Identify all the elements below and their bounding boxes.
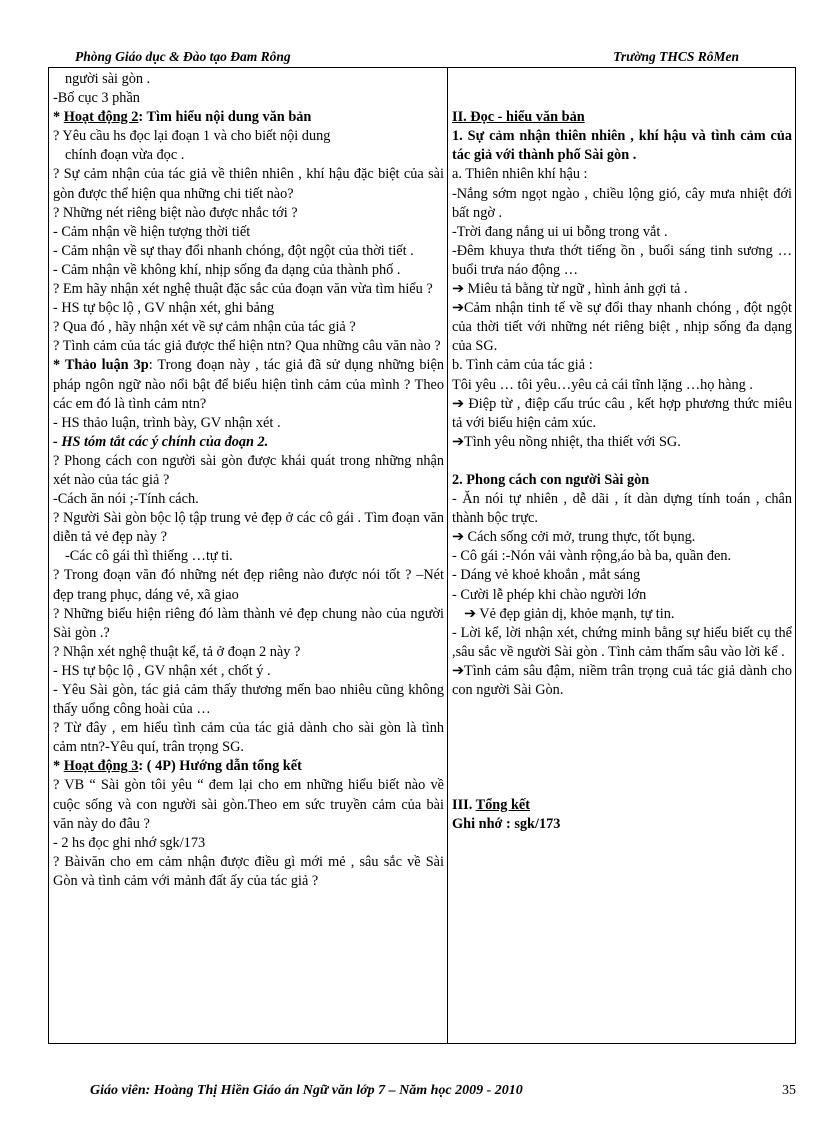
left-line: ? Bàivăn cho em cảm nhận được điều gì mới mẻ , sâu sắc về Sài Gòn và tình cảm với mảnh đất ấy của tác giả ?: [53, 853, 444, 889]
left-line: ? Qua đó , hãy nhận xét về sự cảm nhận của tác giả ?: [53, 319, 356, 336]
right-line: Tôi yêu … tôi yêu…yêu cả cái tĩnh lặng …họ hàng .: [452, 376, 753, 393]
left-line: - Cảm nhận về không khí, nhịp sống đa dạng của thành phố .: [53, 261, 401, 278]
sub-2-heading: 2. Phong cách con người Sài gòn: [452, 471, 650, 488]
right-line: ➔ Cách sống cởi mở, trung thực, tốt bụng.: [452, 529, 696, 546]
page-header: [75, 49, 739, 68]
left-line: - 2 hs đọc ghi nhớ sgk/173: [53, 834, 206, 851]
right-line: - Cười lễ phép khi chào người lớn: [452, 586, 647, 603]
right-line: ➔ Vẻ đẹp giản dị, khỏe mạnh, tự tin.: [464, 605, 675, 622]
left-line: ? Tình cảm của tác giả được thể hiện ntn? Qua những câu văn nào ?: [53, 338, 441, 355]
discussion-label: Thảo luận 3p: [64, 357, 149, 374]
right-column: [452, 70, 792, 834]
memo-line: Ghi nhớ : sgk/173: [452, 815, 561, 832]
left-line: -Cách ăn nói ;-Tính cách.: [53, 491, 199, 508]
page-footer: [90, 1083, 796, 1099]
right-line: a. Thiên nhiên khí hậu :: [452, 166, 588, 183]
activity-3-heading: * Hoạt động 3: ( 4P) Hướng dẫn tổng kết: [53, 758, 302, 775]
column-divider: [447, 68, 448, 1043]
activity-2-heading: * Hoạt động 2: Tìm hiểu nội dung văn bản: [53, 109, 312, 126]
right-line: b. Tình cảm của tác giả :: [452, 357, 593, 374]
right-line: ➔ Miêu tả bằng từ ngữ , hình ảnh gợi tả .: [452, 281, 688, 298]
page-number: 35: [782, 1083, 796, 1098]
left-line: chính đoạn vừa đọc .: [65, 147, 185, 164]
right-line: ➔Cảm nhận tinh tế về sự đổi thay nhanh chóng , đột ngột của thời tiết với những nét riêng biệt , nhịp sống đa dạng của SG.: [452, 300, 792, 355]
left-line: ? Từ đây , em hiểu tình cảm của tác giả dành cho sài gòn là tình cảm ntn?-Yêu quí, trân trọng SG.: [53, 720, 444, 756]
footer-text: Giáo viên: Hoàng Thị Hiền Giáo án Ngữ văn lớp 7 – Năm học 2009 - 2010: [90, 1083, 523, 1098]
lesson-table: [48, 67, 796, 1044]
left-line: - HS thảo luận, trình bày, GV nhận xét .: [53, 414, 281, 431]
activity-3-label: Hoạt động 3: [63, 758, 139, 775]
discussion-paragraph: * Thảo luận 3p: Trong đoạn này , tác giả đã sử dụng những biện pháp ngôn ngữ nào nổi bật để biểu hiện tình cảm của mình ? Theo các em đó là tình cảm ntn?: [53, 357, 444, 412]
left-column: [53, 70, 444, 891]
left-line: ? Phong cách con người sài gòn được khái quát trong những nhận xét nào của tác giả ?: [53, 452, 444, 488]
left-line: ? Nhận xét nghệ thuật kể, tả ở đoạn 2 này ?: [53, 643, 301, 660]
left-line: ? Những nét riêng biệt nào được nhắc tới ?: [53, 204, 298, 221]
left-line: ? VB “ Sài gòn tôi yêu “ đem lại cho em những hiểu biết nào về cuộc sống và con người sài gòn.Theo em sức truyền cảm của bài văn này do đâu ?: [53, 777, 444, 832]
section-2-heading: II. Đọc - hiểu văn bản: [452, 109, 585, 126]
left-line: ? Những biểu hiện riêng đó làm thành vẻ đẹp chung nào của người Sài gòn .?: [53, 605, 444, 641]
left-line: - Cảm nhận về sự thay đổi nhanh chóng, đột ngột của thời tiết .: [53, 242, 414, 259]
left-line: - Yêu Sài gòn, tác giả cảm thấy thương mến bao nhiêu cũng không thấy uổng công hoài của …: [53, 682, 444, 718]
left-line: - Cảm nhận về hiện tượng thời tiết: [53, 223, 251, 240]
left-line: ? Trong đoạn văn đó những nét đẹp riêng nào được nói tốt ? –Nét đẹp trang phục, dáng vẻ, xã giao: [53, 567, 444, 603]
right-line: ➔ Điệp từ , điệp cấu trúc câu , kết hợp phương thức miêu tả với biểu hiện cảm xúc.: [452, 395, 792, 431]
activity-2-label: Hoạt động 2: [63, 109, 139, 126]
left-line: -Các cô gái thì thiếng …tự ti.: [65, 548, 233, 565]
sub-1-heading: 1. Sự cảm nhận thiên nhiên , khí hậu và tình cảm của tác giả với thành phố Sài gòn .: [452, 128, 792, 164]
left-line: ? Yêu cầu hs đọc lại đoạn 1 và cho biết nội dung: [53, 128, 331, 145]
right-line: -Nắng sớm ngọt ngào , chiều lộng gió, cây mưa nhiệt đới bất ngờ .: [452, 185, 792, 221]
left-line: ? Người Sài gòn bộc lộ tập trung vẻ đẹp ở các cô gái . Tìm đoạn văn diễn tả vẻ đẹp này ?: [53, 510, 444, 546]
right-line: ➔Tình yêu nồng nhiệt, tha thiết với SG.: [452, 433, 681, 450]
left-line: ? Sự cảm nhận của tác giả về thiên nhiên , khí hậu đặc biệt của sài gòn được thể hiện qua những chi tiết nào?: [53, 166, 444, 202]
left-line: người sài gòn .: [65, 71, 151, 87]
right-line: - Ăn nói tự nhiên , dễ dãi , ít dàn dựng tính toán , chân thành bộc trực.: [452, 491, 792, 527]
right-line: ➔Tình cảm sâu đậm, niềm trân trọng cuả tác giả dành cho con người Sài Gòn.: [452, 662, 792, 698]
header-right: Trường THCS RôMen: [613, 49, 739, 64]
header-left: Phòng Giáo dục & Đào tạo Đam Rông: [75, 49, 291, 64]
left-line: ? Em hãy nhận xét nghệ thuật đặc sắc của đoạn văn vừa tìm hiểu ?: [53, 281, 433, 298]
left-line: - HS tóm tắt các ý chính của đoạn 2.: [53, 433, 269, 450]
section-3-heading: III. Tổng kết: [452, 796, 531, 813]
right-line: - Dáng vẻ khoẻ khoắn , mắt sáng: [452, 567, 641, 584]
right-line: -Đêm khuya thưa thớt tiếng ồn , buổi sáng tinh sương …buổi trưa náo động …: [452, 242, 792, 278]
right-line: - Cô gái :-Nón vải vành rộng,áo bà ba, quần đen.: [452, 548, 732, 565]
right-line: - Lời kể, lời nhận xét, chứng minh bằng sự hiểu biết cụ thể ,sâu sắc về người Sài gòn . Tình cảm thấm sâu vào lời kể .: [452, 624, 792, 660]
left-line: - HS tự bộc lộ , GV nhận xét, ghi bảng: [53, 300, 275, 317]
left-line: -Bố cục 3 phần: [53, 90, 140, 107]
right-line: -Trời đang nắng ui ui bỗng trong vắt .: [452, 223, 668, 240]
left-line: - HS tự bộc lộ , GV nhận xét , chốt ý .: [53, 662, 271, 679]
